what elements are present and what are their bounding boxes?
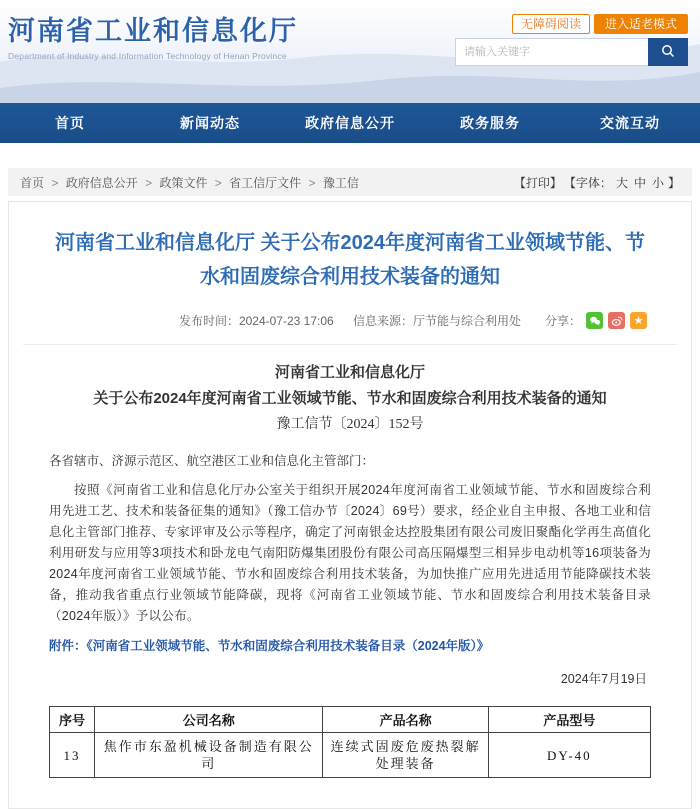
doc-salutation: 各省辖市、济源示范区、航空港区工业和信息化主管部门： (49, 454, 375, 468)
equipment-catalog-table (49, 706, 651, 778)
doc-reference-number: 豫工信节〔2024〕152号 (276, 417, 424, 432)
wechat-share-icon[interactable] (586, 312, 603, 329)
share-label: 分享： (544, 314, 581, 328)
publish-time: 发布时间：2024-07-23 17:06 (178, 314, 334, 328)
document-body (9, 345, 691, 808)
nav-item-services[interactable]: 政务服务 (460, 115, 520, 131)
cell-company: 焦作市东盈机械设备制造有限公司 (95, 733, 323, 778)
site-header (0, 0, 700, 103)
attachment-link[interactable]: 附件：《河南省工业领域节能、节水和固废综合利用技术装备目录（2024年版）》 (49, 639, 490, 653)
font-size-label: 【字体： (563, 175, 612, 190)
top-buttons (455, 14, 688, 34)
share-box (545, 312, 647, 329)
font-size-label-close: 】 (667, 175, 680, 190)
col-header-serial: 序号 (50, 707, 95, 733)
breadcrumb (20, 174, 363, 191)
cell-model: DY-40 (488, 733, 650, 778)
col-header-model: 产品型号 (488, 707, 650, 733)
cell-serial: 13 (50, 733, 95, 778)
weibo-share-icon[interactable] (608, 312, 625, 329)
breadcrumb-item-gov-info[interactable]: 政府信息公开 (65, 175, 138, 190)
info-source: 信息来源：厅节能与综合利用处 (353, 314, 522, 328)
page-title: 河南省工业和信息化厅 关于公布2024年度河南省工业领域节能、节水和固废综合利用技术装备的通知 (54, 232, 646, 288)
breadcrumb-separator: > (145, 175, 153, 190)
font-size-large-button[interactable]: 大 (615, 175, 628, 190)
site-logo-title: 河南省工业和信息化厅 (8, 16, 298, 46)
article-meta (9, 312, 691, 332)
breadcrumb-separator: > (308, 175, 316, 190)
cell-product: 连续式固废危废热裂解处理装备 (323, 733, 488, 778)
search-bar (455, 38, 688, 66)
breadcrumb-bar (8, 168, 692, 196)
nav-item-gov-info[interactable]: 政府信息公开 (305, 115, 395, 131)
doc-issuing-org: 河南省工业和信息化厅 (274, 364, 425, 381)
print-button[interactable]: 【打印】 (513, 175, 562, 190)
breadcrumb-separator: > (51, 175, 59, 190)
breadcrumb-item-dept-docs[interactable]: 省工信厅文件 (229, 175, 302, 190)
doc-date: 2024年7月19日 (560, 672, 647, 686)
favorite-star-icon[interactable]: ★ (630, 312, 647, 329)
nav-item-news[interactable]: 新闻动态 (180, 115, 240, 131)
col-header-company: 公司名称 (95, 707, 323, 733)
nav-item-interaction[interactable]: 交流互动 (600, 115, 660, 131)
header-right (455, 14, 688, 66)
page-tools (514, 174, 680, 191)
table-header-row (50, 707, 651, 733)
doc-subject-title: 关于公布2024年度河南省工业领域节能、节水和固废综合利用技术装备的通知 (93, 390, 607, 407)
search-button[interactable] (648, 38, 688, 66)
breadcrumb-item-home[interactable]: 首页 (20, 175, 45, 190)
site-logo-subtitle: Department of Industry and Information Technology of Henan Province (8, 51, 287, 61)
doc-paragraph: 按照《河南省工业和信息化厅办公室关于组织开展2024年度河南省工业领域节能、节水和固废综合利用先进工艺、技术和装备征集的通知》（豫工信办节〔2024〕69号）要求，经企业自主申报、各地工业和信息化主管部门推荐、专家评审及公示等程序，确定了河南银金达控股集团有限公司废旧聚酯化学再生高值化利用研发与应用等3项技术和卧龙电气南阳防爆集团股份有限公司高压隔爆型三相异步电动机等16项装备为2024年度河南省工业领域节能、节水和固废综合利用技术装备，为加快推广应用先进适用节能降碳技术装备，推动我省重点行业领域节能降碳，现将《河南省工业领域节能、节水和固废综合利用技术装备目录（2024年版）》予以公布。 (49, 483, 651, 623)
font-size-small-button[interactable]: 小 (651, 175, 664, 190)
site-logo (8, 9, 298, 61)
nav-item-home[interactable]: 首页 (55, 115, 85, 131)
breadcrumb-separator: > (214, 175, 222, 190)
main-nav (0, 103, 700, 143)
search-input[interactable] (455, 38, 648, 66)
article-container (8, 201, 692, 809)
elder-mode-button[interactable]: 进入适老模式 (594, 14, 688, 34)
font-size-medium-button[interactable]: 中 (633, 175, 646, 190)
accessibility-button[interactable]: 无障碍阅读 (512, 14, 590, 34)
search-icon (660, 43, 676, 62)
col-header-product: 产品名称 (323, 707, 488, 733)
breadcrumb-item-policy-docs[interactable]: 政策文件 (159, 175, 208, 190)
breadcrumb-item-current: 豫工信 (322, 175, 359, 190)
table-row (50, 733, 651, 778)
